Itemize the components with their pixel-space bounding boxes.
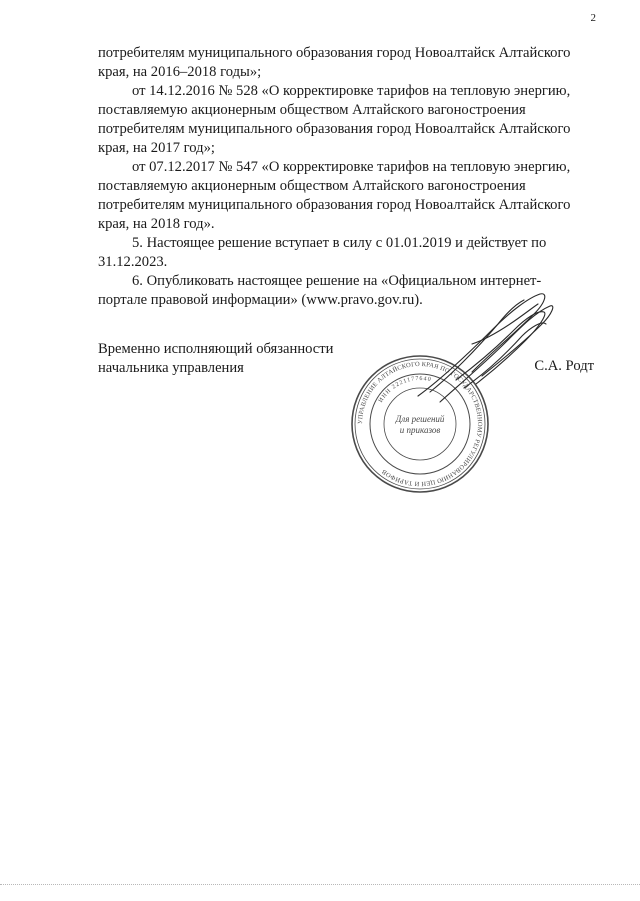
paragraph-3-line-2: поставляемую акционерным обществом Алтайского вагоностроения (98, 178, 526, 194)
stamp-outer-text: УПРАВЛЕНИЕ АЛТАЙСКОГО КРАЯ ПО ГОСУДАРСТВЕННОМУ РЕГУЛИРОВАНИЮ ЦЕН И ТАРИФОВ (356, 360, 484, 488)
page-bottom-edge (0, 884, 640, 885)
signatory-name: С.А. Родт (534, 358, 594, 374)
paragraph-2-line-1: от 14.12.2016 № 528 «О корректировке тарифов на тепловую энергию, (132, 83, 571, 99)
paragraph-1: потребителям муниципального образования город Новоалтайск Алтайского (98, 45, 571, 61)
paragraph-2-last-line: края, на 2017 год»; (98, 140, 215, 156)
paragraph-1-last-line: края, на 2016–2018 годы»; (98, 64, 262, 80)
page-number: 2 (590, 12, 596, 24)
paragraph-3-last-line: края, на 2018 год». (98, 216, 215, 232)
stamp-center-line-1: Для решений (395, 414, 445, 424)
stamp-inner-text: ИНН 2221177640 (377, 375, 433, 404)
paragraph-2-line-2: поставляемую акционерным обществом Алтайского вагоностроения (98, 102, 526, 118)
paragraph-3-line-1: от 07.12.2017 № 547 «О корректировке тарифов на тепловую энергию, (132, 159, 571, 175)
paragraph-5-last-line: портале правовой информации» (www.pravo.gov.ru). (98, 292, 423, 308)
paragraph-5-line-1: 6. Опубликовать настоящее решение на «Официальном интернет- (132, 273, 542, 289)
paragraph-3-line-3: потребителям муниципального образования город Новоалтайск Алтайского (98, 197, 571, 213)
signatory-position (98, 340, 333, 378)
stamp-center-line-2: и приказов (399, 425, 441, 435)
signatory-position-line-1: Временно исполняющий обязанности (98, 341, 334, 357)
document-body (98, 44, 594, 310)
handwritten-signature (410, 284, 560, 414)
paragraph-4-line-1: 5. Настоящее решение вступает в силу с 01.01.2019 и действует по (132, 235, 547, 251)
signatory-position-line-2: начальника управления (98, 360, 244, 376)
paragraph-2-line-3: потребителям муниципального образования город Новоалтайск Алтайского (98, 121, 571, 137)
paragraph-4-last-line: 31.12.2023. (98, 254, 168, 270)
